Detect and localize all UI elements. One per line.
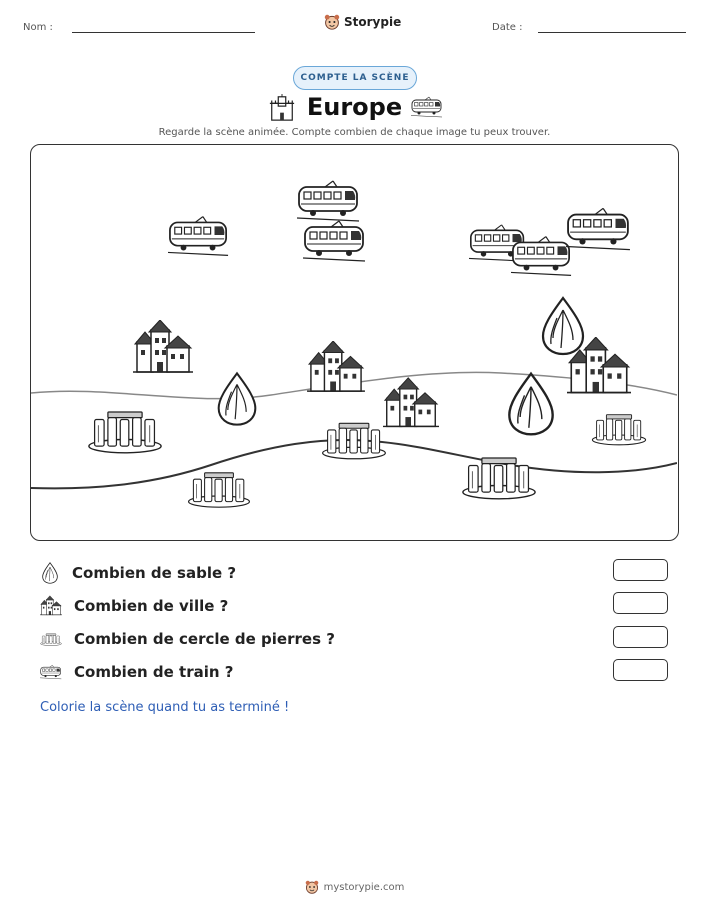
brand-logo xyxy=(324,14,401,30)
brand-name: Storypie xyxy=(344,15,402,29)
train-5 xyxy=(511,237,571,276)
sand-3 xyxy=(509,374,552,435)
stone-circle-2 xyxy=(323,423,386,458)
name-line[interactable] xyxy=(72,32,255,33)
question-text: Combien de ville ? xyxy=(74,597,229,615)
coloring-note: Colorie la scène quand tu as terminé ! xyxy=(40,700,290,715)
page-title: Europe xyxy=(306,93,403,121)
town-icon xyxy=(40,595,62,617)
scene-drawing xyxy=(31,145,677,539)
date-line[interactable] xyxy=(538,32,686,33)
train-2 xyxy=(297,181,359,221)
question-row-town xyxy=(40,593,228,619)
town-3 xyxy=(383,378,439,427)
question-row-sand xyxy=(40,560,236,586)
footer-url: mystorypie.com xyxy=(323,881,405,893)
question-text: Combien de sable ? xyxy=(72,564,237,582)
question-text: Combien de cercle de pierres ? xyxy=(74,630,335,648)
answer-box-stone-circle[interactable] xyxy=(613,626,668,648)
date-label: Date : xyxy=(492,22,523,33)
town-1 xyxy=(133,320,193,372)
train-3 xyxy=(303,221,365,261)
answer-box-town[interactable] xyxy=(613,592,668,614)
footer xyxy=(0,880,709,894)
sand-2 xyxy=(543,298,583,354)
name-label: Nom : xyxy=(23,22,53,33)
question-text: Combien de train ? xyxy=(74,663,234,681)
counting-scene xyxy=(30,144,679,541)
stone-circle-5 xyxy=(463,458,535,499)
sand-drop-icon xyxy=(40,562,60,584)
instructions: Regarde la scène animée. Compte combien de chaque image tu peux trouver. xyxy=(158,127,551,138)
train-icon xyxy=(40,663,62,681)
town-2 xyxy=(307,341,365,391)
question-row-train xyxy=(40,659,233,685)
train-6 xyxy=(566,208,630,249)
stone-circle-icon xyxy=(40,629,62,649)
stone-circle-1 xyxy=(89,412,161,453)
activity-badge: COMPTE LA SCÈNE xyxy=(293,66,417,90)
answer-box-train[interactable] xyxy=(613,659,668,681)
mascot-icon xyxy=(324,14,340,30)
sand-1 xyxy=(219,373,256,424)
question-row-stone-circle xyxy=(40,626,335,652)
stone-circle-3 xyxy=(592,415,645,445)
train-icon xyxy=(411,96,443,118)
mascot-icon xyxy=(305,880,319,894)
answer-box-sand[interactable] xyxy=(613,559,668,581)
stone-circle-4 xyxy=(189,473,250,507)
train-1 xyxy=(168,217,228,256)
